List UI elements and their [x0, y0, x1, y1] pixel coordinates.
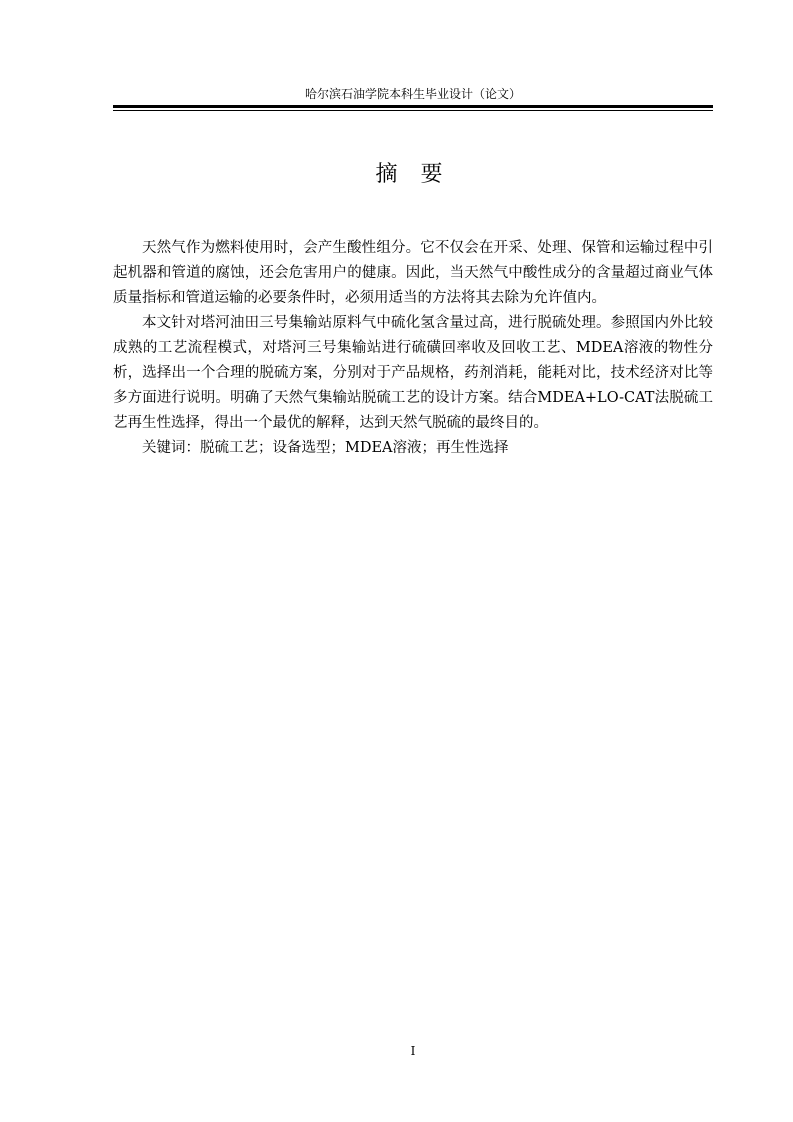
abstract-body	[113, 236, 713, 461]
abstract-paragraph-1: 天然气作为燃料使用时，会产生酸性组分。它不仅会在开采、处理、保管和运输过程中引起机器和管道的腐蚀，还会危害用户的健康。因此，当天然气中酸性成分的含量超过商业气体质量指标和管道运输的必要条件时，必须用适当的方法将其去除为允许值内。	[113, 240, 713, 306]
keywords-line: 关键词：脱硫工艺；设备选型；MDEA溶液；再生性选择	[142, 440, 509, 456]
running-header: 哈尔滨石油学院本科生毕业设计（论文）	[304, 87, 521, 101]
page-number: I	[410, 1044, 416, 1058]
header-rule-thin	[113, 110, 713, 111]
header-rule-thick	[113, 105, 713, 108]
abstract-paragraph-2: 本文针对塔河油田三号集输站原料气中硫化氢含量过高，进行脱硫处理。参照国内外比较成熟的工艺流程模式，对塔河三号集输站进行硫磺回率收及回收工艺、MDEA溶液的物性分析，选择出一个合理的脱硫方案，分别对于产品规格，药剂消耗，能耗对比，技术经济对比等多方面进行说明。明确了天然气集输站脱硫工艺的设计方案。结合MDEA+LO-CAT法脱硫工艺再生性选择，得出一个最优的解释，达到天然气脱硫的最终目的。	[113, 315, 713, 431]
page-title: 摘 要	[375, 162, 451, 187]
